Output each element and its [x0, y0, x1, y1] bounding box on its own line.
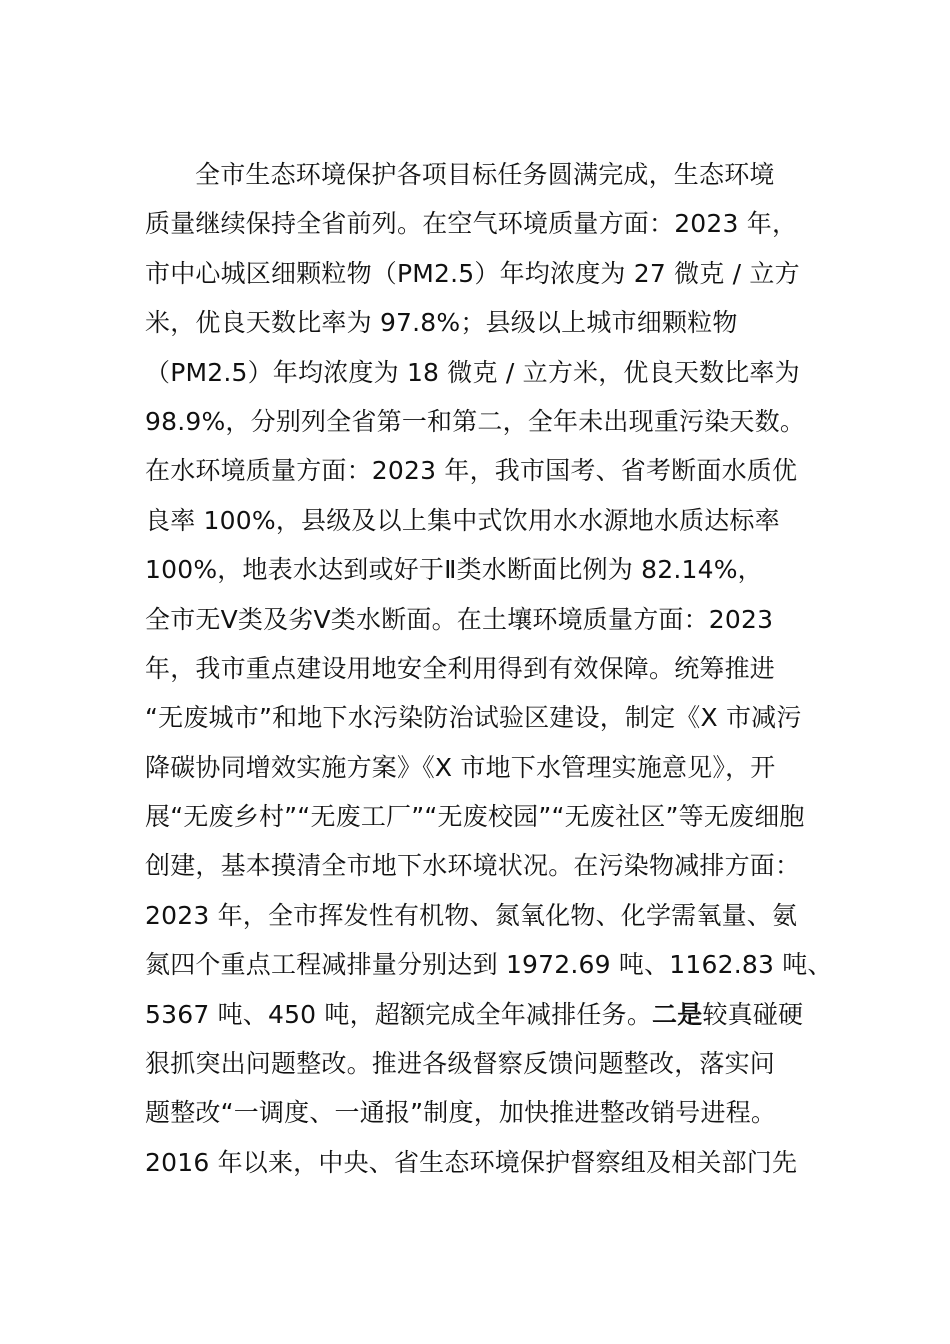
text-line: 全市无Ⅴ类及劣Ⅴ类水断面。在土壤环境质量方面：2023	[145, 604, 774, 634]
section-marker-bold: 二是	[652, 999, 703, 1029]
text-segment: 5367 吨、450 吨，超额完成全年减排任务。	[145, 999, 653, 1029]
text-segment: 较真碰硬	[702, 999, 804, 1029]
text-line: “无废城市”和地下水污染防治试验区建设，制定《X 市减污	[145, 703, 802, 733]
text-line: 题整改“一调度、一通报”制度，加快推进整改销号进程。	[145, 1098, 777, 1128]
text-line: 质量继续保持全省前列。在空气环境质量方面：2023 年，	[145, 209, 798, 239]
body-paragraph	[145, 150, 833, 1187]
text-line: 良率 100%，县级及以上集中式饮用水水源地水质达标率	[145, 505, 780, 535]
text-line: 创建，基本摸清全市地下水环境状况。在污染物减排方面：	[145, 851, 801, 881]
text-line: 展“无废乡村”“无废工厂”“无废校园”“无废社区”等无废细胞	[145, 802, 805, 832]
text-line: 市中心城区细颗粒物（PM2.5）年均浓度为 27 微克 / 立方	[145, 258, 800, 288]
text-line: 降碳协同增效实施方案》《X 市地下水管理实施意见》，开	[145, 752, 776, 782]
text-line: 年，我市重点建设用地安全利用得到有效保障。统筹推进	[145, 653, 776, 683]
text-line: 在水环境质量方面：2023 年，我市国考、省考断面水质优	[145, 456, 798, 486]
text-line: （PM2.5）年均浓度为 18 微克 / 立方米，优良天数比率为	[145, 357, 800, 387]
text-line: 米，优良天数比率为 97.8%；县级以上城市细颗粒物	[145, 308, 738, 338]
text-line: 100%，地表水达到或好于Ⅱ类水断面比例为 82.14%，	[145, 555, 763, 585]
text-line: 全市生态环境保护各项目标任务圆满完成，生态环境	[195, 160, 775, 189]
text-line: 98.9%，分别列全省第一和第二，全年未出现重污染天数。	[145, 406, 806, 436]
text-line: 2023 年，全市挥发性有机物、氮氧化物、化学需氧量、氨	[145, 900, 798, 930]
text-line: 2016 年以来，中央、省生态环境保护督察组及相关部门先	[145, 1147, 798, 1177]
text-line: 狠抓突出问题整改。推进各级督察反馈问题整改，落实问	[145, 1049, 776, 1079]
text-line: 氮四个重点工程减排量分别达到 1972.69 吨、1162.83 吨、	[145, 950, 833, 980]
text-line	[145, 990, 825, 1039]
